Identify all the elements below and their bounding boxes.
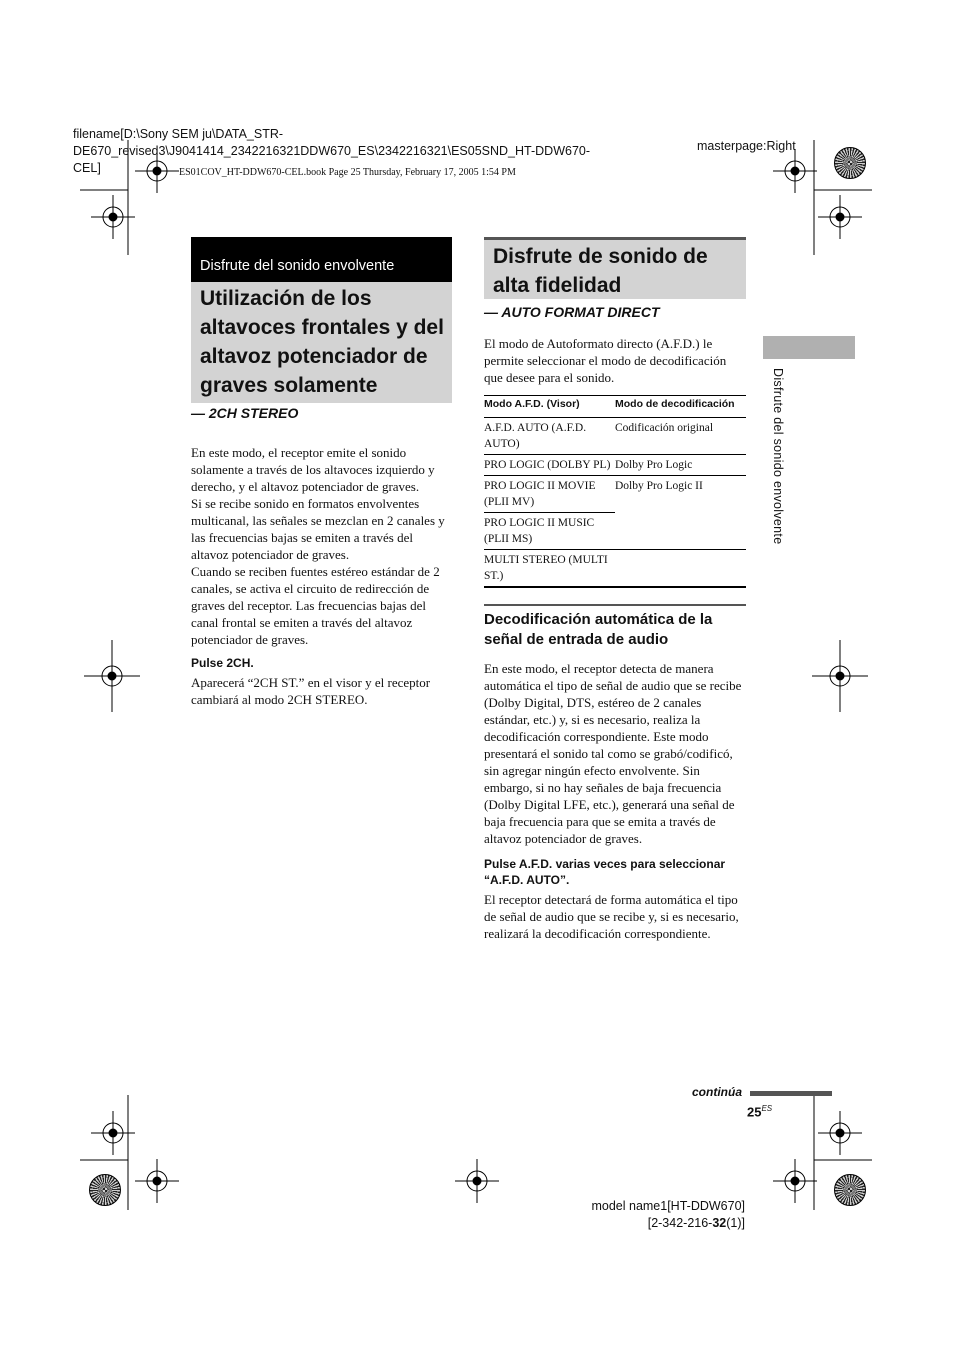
side-tab-label: Disfrute del sonido envolvente	[771, 368, 785, 545]
right-intro: El modo de Autoformato directo (A.F.D.) le permite seleccionar el modo de decodificación que desee para el sonido.	[484, 336, 727, 385]
right-paragraph: En este modo, el receptor detecta de manera automática el tipo de señal de audio que se recibe (Dolby Digital, DTS, estéreo de 2 canales estándar, etc.) y, si es necesario, realiza la decodificación correspondiente. Este modo presentará el sonido tal como se grabó/codificó, sin agregar ningún efecto envolvente. Sin embargo, si no hay señales de baja frecuencia (Dolby Digital LFE, etc.), generará una señal de baja frecuencia para que se emita a través de altavoz potenciador de graves.	[484, 661, 742, 846]
page-number	[747, 1104, 772, 1119]
table-cell-mode: PRO LOGIC (DOLBY PL)	[484, 455, 615, 476]
left-result: Aparecerá “2CH ST.” en el visor y el receptor cambiará al modo 2CH STEREO.	[191, 675, 431, 707]
left-body	[191, 405, 453, 708]
model-code-suffix: (1)]	[726, 1216, 745, 1230]
side-tab-bar	[763, 336, 855, 359]
table-row	[484, 455, 746, 476]
subsection-heading: Decodificación automática de la señal de entrada de audio	[484, 611, 713, 648]
table-row	[484, 418, 746, 455]
page-number-value: 25	[747, 1104, 762, 1120]
table-header-decoding: Modo de decodificación	[615, 398, 735, 410]
continues-label: continúa	[692, 1085, 742, 1099]
left-title: Utilización de los altavoces frontales y del altavoz potenciador de graves solamente	[191, 282, 452, 403]
continues-bar	[750, 1091, 832, 1096]
section-label: Disfrute del sonido envolvente	[191, 237, 452, 282]
table-header-mode: Modo A.F.D. (Visor)	[484, 398, 580, 410]
right-body	[484, 304, 746, 942]
table-cell-mode: MULTI STEREO (MULTI ST.)	[484, 550, 615, 588]
table-cell-decoding	[615, 550, 746, 588]
color-rosette-icon	[834, 147, 866, 179]
model-code-prefix: [2-342-216-	[647, 1216, 713, 1230]
table-cell-mode: PRO LOGIC II MOVIE (PLII MV)	[484, 476, 615, 513]
color-rosette-icon	[834, 1174, 866, 1206]
table-header-row	[484, 396, 746, 418]
table-cell-decoding: Dolby Pro Logic	[615, 455, 746, 476]
afd-table	[484, 395, 746, 588]
left-procedure: Pulse 2CH.	[191, 656, 254, 670]
table-cell-decoding: Codificación original	[615, 418, 746, 455]
model-line-1: model name1[HT-DDW670]	[591, 1199, 745, 1213]
left-subtitle: — 2CH STEREO	[191, 405, 299, 421]
model-info	[591, 1198, 745, 1232]
table-row	[484, 476, 746, 513]
masterpage-label: masterpage:Right	[697, 139, 796, 153]
right-title: Disfrute de sonido de alta fidelidad	[484, 237, 746, 299]
table-cell-decoding: Dolby Pro Logic II	[615, 476, 746, 550]
left-paragraph-3: Cuando se reciben fuentes estéreo estándar de 2 canales, se activa el circuito de redirección de graves del receptor. Las frecuencias bajas del canal frontal se emiten a través del altavoz potenciador de graves.	[191, 564, 440, 647]
table-cell-mode: A.F.D. AUTO (A.F.D. AUTO)	[484, 418, 615, 455]
right-result: El receptor detectará de forma automática el tipo de señal de audio que se recibe y, si es necesario, realizará la decodificación correspondiente.	[484, 892, 739, 941]
page-suffix: ES	[761, 1104, 773, 1113]
left-paragraph-2: Si se recibe sonido en formatos envolventes multicanal, las señales se mezclan en 2 canales y las frecuencias bajas se emiten a través del altavoz potenciador de graves.	[191, 496, 445, 562]
table-cell-mode: PRO LOGIC II MUSIC (PLII MS)	[484, 513, 615, 550]
filename-line: filename[D:\Sony SEM ju\DATA_STR-DE670_revised3\J9041414_2342216321DDW670_ES\2342216321\ES05SND_HT-DDW670-CEL]	[73, 127, 591, 175]
left-paragraph-1: En este modo, el receptor emite el sonido solamente a través de los altavoces izquierdo y derecho, y el altavoz potenciador de graves.	[191, 445, 435, 494]
book-info-line: ES01COV_HT-DDW670-CEL.book Page 25 Thursday, February 17, 2005 1:54 PM	[179, 167, 516, 178]
table-row	[484, 550, 746, 588]
right-procedure: Pulse A.F.D. varias veces para seleccionar “A.F.D. AUTO”.	[484, 857, 726, 887]
color-rosette-icon	[89, 1174, 121, 1206]
right-subtitle: — AUTO FORMAT DIRECT	[484, 304, 660, 320]
model-line-2	[591, 1215, 745, 1232]
model-code-bold: 32	[712, 1216, 727, 1230]
